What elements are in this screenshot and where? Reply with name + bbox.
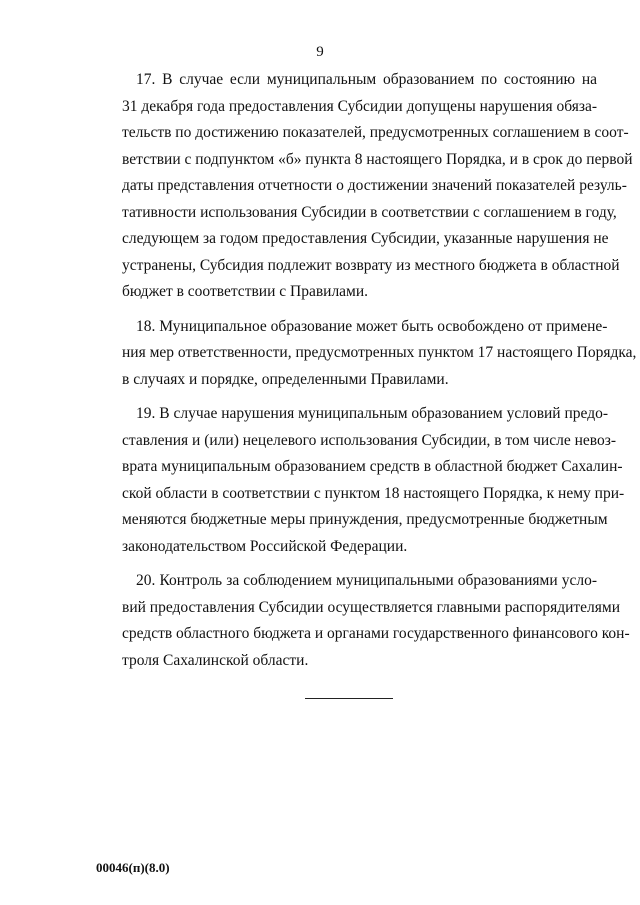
paragraph-17 <box>122 67 633 306</box>
text-line: 18. Муниципальное образование может быть освобождено от примене- <box>136 317 608 335</box>
text-line: 19. В случае нарушения муниципальным образованием условий предо- <box>136 405 608 422</box>
paragraph-20 <box>122 568 630 674</box>
text-line: ставления и (или) нецелевого использования Субсидии, в том числе невоз- <box>122 431 617 449</box>
text-line: вий предоставления Субсидии осуществляется главными распорядителями <box>122 598 621 616</box>
text-line: 31 декабря года предоставления Субсидии допущены нарушения обяза- <box>122 97 598 115</box>
end-separator-line <box>305 698 393 699</box>
paragraph-19 <box>122 401 625 560</box>
paragraph-18 <box>122 314 637 394</box>
text-line: средств областного бюджета и органами государственного финансового кон- <box>122 625 630 642</box>
document-code: 00046(п)(8.0) <box>96 860 170 875</box>
text-line: следующем за годом предоставления Субсидии, указанные нарушения не <box>122 230 609 247</box>
text-line: 20. Контроль за соблюдением муниципальными образованиями усло- <box>136 572 597 589</box>
text-line: в случаях и порядке, определенными Правилами. <box>122 370 449 388</box>
text-line: троля Сахалинской области. <box>122 651 309 669</box>
text-line: меняются бюджетные меры принуждения, предусмотренные бюджетным <box>122 511 608 528</box>
text-line: бюджет в соответствии с Правилами. <box>122 283 369 300</box>
document-body <box>122 67 637 674</box>
text-line: ния мер ответственности, предусмотренных пунктом 17 настоящего Порядка, <box>122 344 637 361</box>
text-line: ветствии с подпунктом «б» пункта 8 настоящего Порядка, и в срок до первой <box>122 150 633 168</box>
page-number: 9 <box>316 44 324 60</box>
text-line: устранены, Субсидия подлежит возврату из местного бюджета в областной <box>122 256 620 274</box>
text-line: ской области в соответствии с пунктом 18 настоящего Порядка, к нему при- <box>122 484 625 502</box>
text-line: даты представления отчетности о достижении значений показателей резуль- <box>122 177 627 194</box>
text-line: тельств по достижению показателей, предусмотренных соглашением в соот- <box>122 124 629 141</box>
text-line: врата муниципальным образованием средств в областной бюджет Сахалин- <box>122 458 623 475</box>
text-line: тативности использования Субсидии в соответствии с соглашением в году, <box>122 203 617 221</box>
text-line: 17. В случае если муниципальным образованием по состоянию на <box>136 71 597 88</box>
text-line: законодательством Российской Федерации. <box>122 537 408 555</box>
